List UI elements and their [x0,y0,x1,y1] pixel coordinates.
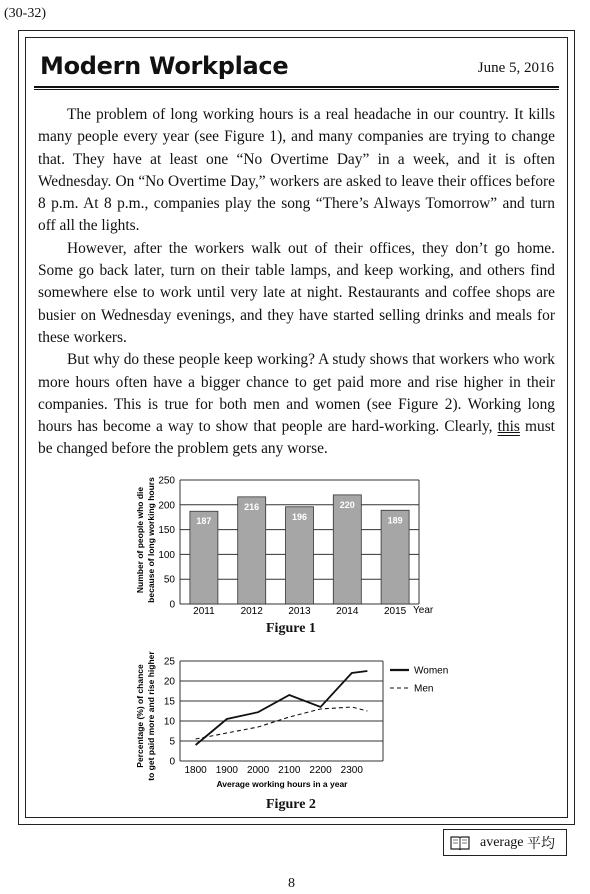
fig2-xtick-label: 2000 [246,765,270,776]
article-body [38,104,555,461]
paragraph-1: The problem of long working hours is a real headache in our country. It kills many people every year (see Figure 1), and many companies are trying to change that. They have at least one “No Overtime Day” in a week, and it is often Wednesday. On “No Overtime Day,” workers are asked to leave their offices before 8 p.m. At 8 p.m., companies play the song “There’s Always Tomorrow” and turn off all the lights. [38,106,555,235]
fig2-legend-label: Men [414,683,434,695]
fig1-ytick-label: 150 [158,525,175,537]
fig2-ylabel-line2: to get paid more and rise higher [146,651,156,781]
article-title: Modern Workplace [40,52,289,80]
question-range: (30-32) [4,6,46,21]
page-number: 8 [288,876,295,891]
fig2-ylabel-line1: Percentage (%) of chance [135,664,145,768]
fig1-xtick-label: 2013 [288,606,311,617]
paragraph-3-end: must be changed before the problem gets any worse. [38,418,555,458]
fig1-xlabel: Year [413,605,434,616]
vocab-gloss: 平均 [527,836,556,852]
article-date: June 5, 2016 [477,60,554,76]
fig1-ytick-label: 250 [158,475,175,487]
fig1-ytick-label: 0 [169,599,175,611]
book-icon [450,835,470,851]
fig1-ylabel-line1: Number of people who die [135,486,145,594]
fig2-xtick-label: 2200 [309,765,332,776]
fig1-bar-value-label: 220 [339,499,355,510]
fig2-ytick-label: 20 [163,676,175,688]
fig2-xtick-label: 1800 [184,765,207,776]
fig1-xtick-label: 2011 [193,606,215,617]
fig1-xtick-label: 2012 [240,606,263,617]
fig1-bar-value-label: 196 [291,511,308,522]
fig1-bar [333,495,361,604]
paragraph-2: However, after the workers walk out of their offices, they don’t go home. Some go back later, turn on their table lamps, and keep working, and others find somewhere else to work until very late at night. Restaurants and coffee shops are busier on Wednesday evenings, and they have started selling drinks and meals for these workers. [38,239,555,346]
fig1-ytick-label: 200 [158,500,175,512]
fig1-bar [238,497,266,604]
paragraph-3-text: But why do these people keep working? A study shows that workers who work more hours often have a bigger chance to get paid more and rise higher in their companies. This is true for both men and women (see Figure 2). Working long hours has become a way to show that people are hard-working. Clearly, [38,351,555,436]
fig2-legend-label: Women [414,665,449,677]
fig2-ytick-label: 5 [169,736,175,748]
vocab-word: average [480,834,524,850]
fig2-ytick-label: 10 [163,716,175,728]
fig1-ytick-label: 100 [158,549,175,561]
fig1-xtick-label: 2014 [336,606,359,617]
fig1-ytick-label: 50 [163,574,175,586]
fig1-bar-value-label: 189 [387,515,403,526]
figure-1-bar-chart [132,470,452,622]
figure-2-caption: Figure 2 [266,797,316,812]
underlined-word: this [497,418,520,436]
fig2-xlabel: Average working hours in a year [216,779,348,789]
fig1-xtick-label: 2015 [383,606,407,617]
fig2-ytick-label: 0 [169,756,175,768]
fig2-ytick-label: 25 [163,656,175,668]
fig1-bar-value-label: 216 [244,501,260,512]
title-rule-thin [34,89,559,90]
fig2-xtick-label: 2300 [340,765,363,776]
paragraph-3 [38,349,555,460]
fig2-ytick-label: 15 [163,696,175,708]
figure-2-line-chart [132,648,462,794]
fig1-ylabel-line2: because of long working hours [146,477,156,603]
figure-1-caption: Figure 1 [266,621,316,636]
fig2-xtick-label: 1900 [215,765,238,776]
fig1-bar-value-label: 187 [196,516,212,527]
fig2-xtick-label: 2100 [278,765,301,776]
title-rule [34,86,559,88]
vocab-box [443,829,567,856]
